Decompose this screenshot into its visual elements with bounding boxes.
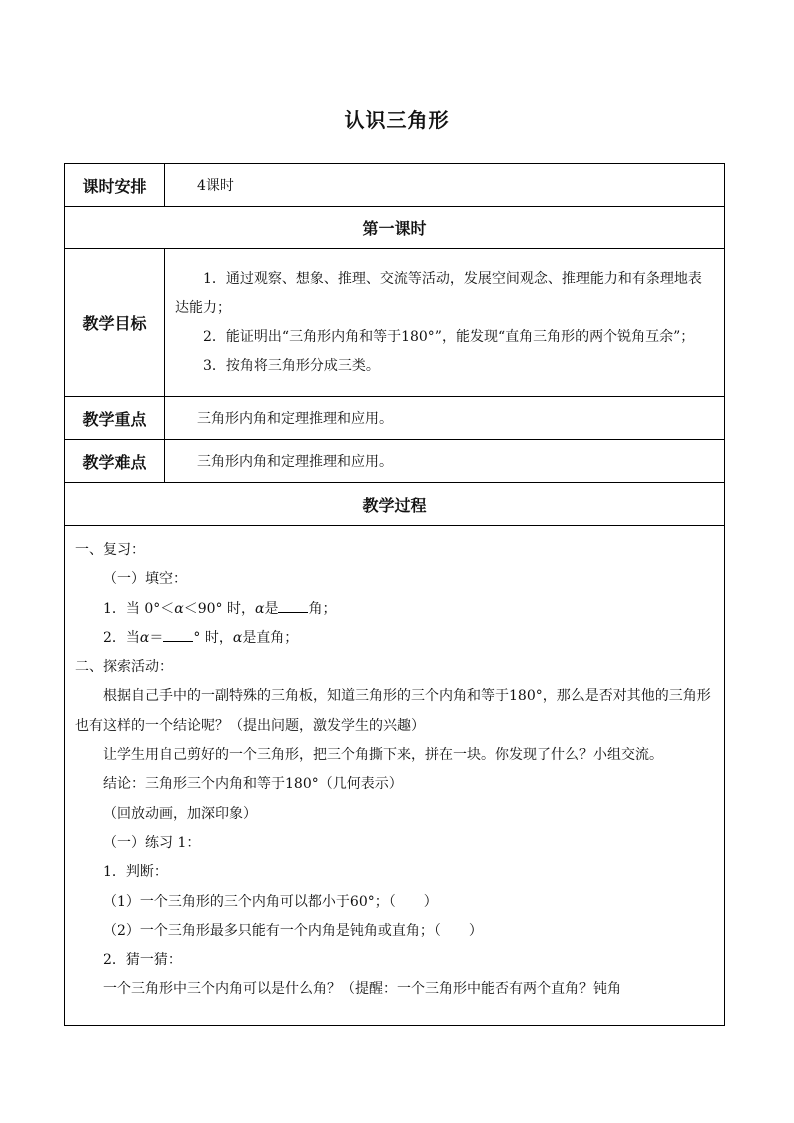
alpha-symbol: α (232, 629, 243, 646)
schedule-value: 4课时 (165, 164, 725, 207)
difficulty-value: 三角形内角和定理推理和应用。 (165, 440, 725, 483)
question-2 (75, 624, 714, 653)
conclusion: 结论：三角形三个内角和等于180°（几何表示） (103, 776, 403, 793)
goals-label: 教学目标 (65, 249, 165, 397)
goal-item: 2．能证明出“三角形内角和等于180°”，能发现“直角三角形的两个锐角互余”； (203, 328, 695, 345)
explore-title: 二、探索活动： (75, 659, 173, 676)
key-point-value: 三角形内角和定理推理和应用。 (165, 397, 725, 440)
question-1 (75, 595, 714, 624)
q2-part-b: ＝ (149, 629, 164, 646)
lesson-heading: 第一课时 (65, 207, 725, 249)
judge-item-2: （2）一个三角形最多只能有一个内角是钝角或直角；（ ） (103, 922, 483, 939)
difficulty-label: 教学难点 (65, 440, 165, 483)
process-heading-row (65, 483, 725, 526)
q2-part-d: 是直角； (242, 629, 299, 646)
answer-blank[interactable] (163, 627, 193, 642)
q2-part-c: ° 时， (193, 629, 233, 646)
guess-text: 一个三角形中三个内角可以是什么角？（提醒：一个三角形中能否有两个直角？钝角 (103, 981, 621, 998)
goals-content (165, 249, 725, 397)
q1-part-a: 1．当 0°＜ (103, 600, 175, 617)
alpha-symbol: α (174, 600, 184, 617)
alpha-symbol: α (255, 600, 265, 617)
lesson-plan-table (64, 163, 725, 1026)
q1-part-b: ＜90° 时， (183, 600, 255, 617)
lesson-heading-row (65, 207, 725, 249)
key-point-row (65, 397, 725, 440)
judge-title: 1．判断： (103, 864, 168, 881)
process-row (65, 526, 725, 1026)
judge-item-1: （1）一个三角形的三个内角可以都小于60°；（ ） (103, 893, 438, 910)
goal-item: 3．按角将三角形分成三类。 (203, 357, 380, 374)
key-point-label: 教学重点 (65, 397, 165, 440)
practice-title: （一）练习 1： (103, 834, 201, 851)
schedule-row (65, 164, 725, 207)
process-content (65, 526, 725, 1026)
q1-part-c: 是 (264, 600, 279, 617)
process-heading: 教学过程 (65, 483, 725, 526)
schedule-label: 课时安排 (65, 164, 165, 207)
explore-paragraph-2: 让学生用自己剪好的一个三角形，把三个角撕下来，拼在一块。你发现了什么？小组交流。 (103, 747, 663, 764)
q1-part-d: 角； (308, 600, 337, 617)
review-title: 一、复习： (75, 542, 145, 558)
goal-item: 1．通过观察、想象、推理、交流等活动，发展空间观念、推理能力和有条理地表达能力； (175, 270, 702, 316)
document-title: 认识三角形 (344, 108, 450, 132)
answer-blank[interactable] (278, 598, 308, 613)
guess-title: 2．猜一猜： (103, 952, 182, 969)
explore-paragraph-1: 根据自己手中的一副特殊的三角板，知道三角形的三个内角和等于180°，那么是否对其他的三角形也有这样的一个结论呢？（提出问题，激发学生的兴趣） (75, 688, 711, 734)
replay-note: （回放动画，加深印象） (103, 805, 257, 822)
alpha-symbol: α (139, 629, 150, 646)
difficulty-row (65, 440, 725, 483)
q2-part-a: 2．当 (103, 629, 140, 646)
goals-row (65, 249, 725, 397)
fill-title: （一）填空： (103, 571, 187, 588)
